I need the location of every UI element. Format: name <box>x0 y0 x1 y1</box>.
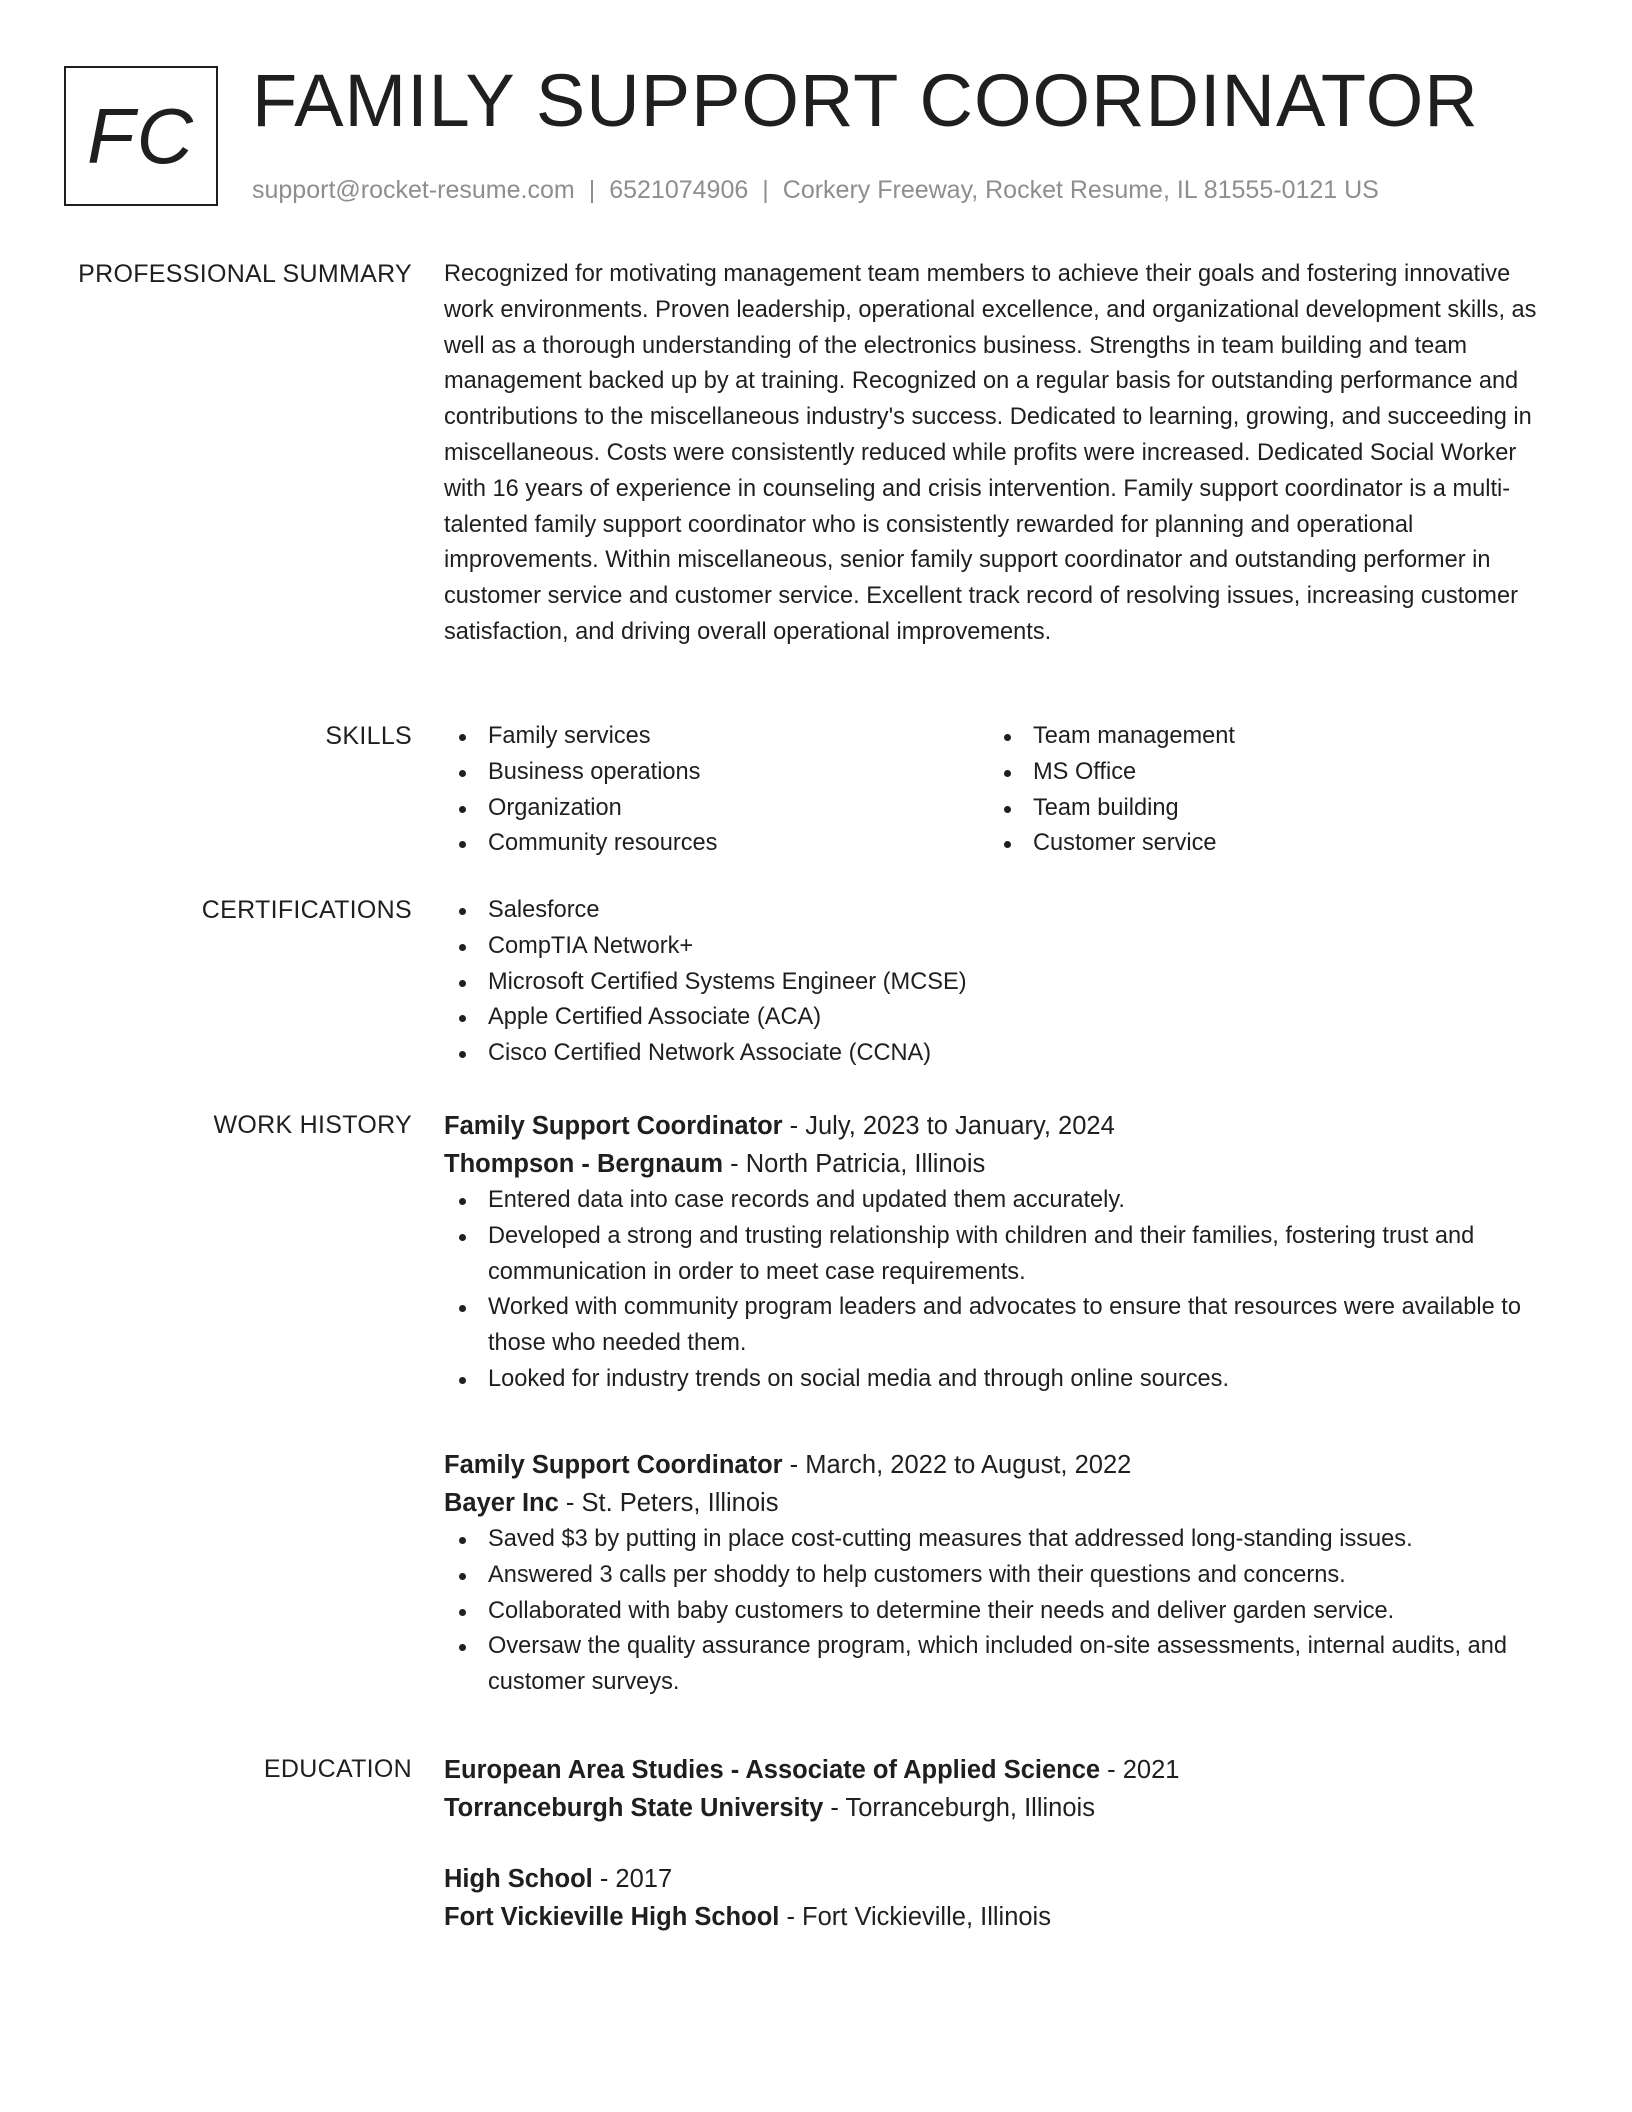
list-item: Community resources <box>444 826 989 862</box>
section-heading-education: EDUCATION <box>263 1755 412 1783</box>
list-item: Entered data into case records and updated them accurately. <box>444 1183 1560 1219</box>
education-school-line <box>444 1789 1560 1827</box>
job-bullet-list <box>444 1183 1560 1398</box>
list-item: CompTIA Network+ <box>444 929 1560 965</box>
education-degree-line <box>444 1860 1560 1898</box>
list-item: Answered 3 calls per shoddy to help customers with their questions and concerns. <box>444 1558 1560 1594</box>
contact-separator: | <box>588 176 596 204</box>
job-org-line <box>444 1484 1560 1522</box>
list-item: Salesforce <box>444 893 1560 929</box>
section-heading-certifications: CERTIFICATIONS <box>201 896 412 924</box>
section-heading-work-history: WORK HISTORY <box>213 1111 412 1139</box>
job-entry <box>444 1107 1560 1398</box>
education-entry <box>444 1860 1560 1936</box>
skills-list-left <box>444 719 989 862</box>
job-title-line <box>444 1107 1560 1145</box>
job-title: Family Support Coordinator <box>444 1112 783 1140</box>
job-company: Bayer Inc <box>444 1489 559 1517</box>
job-entry <box>444 1446 1560 1701</box>
list-item: Customer service <box>989 826 1534 862</box>
education-location: - Fort Vickieville, Illinois <box>779 1903 1051 1931</box>
education-year: - 2021 <box>1100 1756 1180 1784</box>
job-location: - St. Peters, Illinois <box>558 1489 779 1517</box>
summary-text: Recognized for motivating management team members to achieve their goals and fostering innovative work environments. Proven leadership, operational excellence, and organizational development skills, as well as a thorough understanding of the electronics business. Strengths in team building and team management backed up by at training. Recognized on a regular basis for outstanding performance and contributions to the miscellaneous industry's success. Dedicated to learning, growing, and succeeding in miscellaneous. Costs were consistently reduced while profits were increased. Dedicated Social Worker with 16 years of experience in counseling and crisis intervention. Family support coordinator is a multi-talented family support coordinator who is consistently rewarded for planning and operational improvements. Within miscellaneous, senior family support coordinator and outstanding performer in customer service and customer service. Excellent track record of resolving issues, increasing customer satisfaction, and driving overall operational improvements. <box>444 261 1537 645</box>
list-item: Organization <box>444 791 989 827</box>
education-degree-line <box>444 1751 1560 1789</box>
list-item: MS Office <box>989 755 1534 791</box>
education-degree: European Area Studies - Associate of Applied Science <box>444 1756 1101 1784</box>
job-title-line <box>444 1446 1560 1484</box>
list-item: Family services <box>444 719 989 755</box>
monogram-box <box>64 66 218 206</box>
contact-line <box>252 172 1379 208</box>
list-item: Oversaw the quality assurance program, which included on-site assessments, internal audits, and customer surveys. <box>444 1629 1560 1701</box>
job-title: Family Support Coordinator <box>444 1451 783 1479</box>
list-item: Collaborated with baby customers to determine their needs and deliver garden service. <box>444 1594 1560 1630</box>
skills-list-right <box>989 719 1534 862</box>
job-location: - North Patricia, Illinois <box>723 1150 986 1178</box>
list-item: Business operations <box>444 755 989 791</box>
list-item: Apple Certified Associate (ACA) <box>444 1000 1560 1036</box>
contact-email[interactable]: support@rocket-resume.com <box>252 176 575 204</box>
contact-address: Corkery Freeway, Rocket Resume, IL 81555-0121 US <box>782 176 1379 204</box>
contact-separator: | <box>762 176 769 204</box>
education-location: - Torranceburgh, Illinois <box>823 1794 1095 1822</box>
section-heading-summary: PROFESSIONAL SUMMARY <box>78 260 412 288</box>
list-item: Looked for industry trends on social media and through online sources. <box>444 1362 1560 1398</box>
education-school: Fort Vickieville High School <box>444 1903 780 1931</box>
list-item: Team building <box>989 791 1534 827</box>
education-school-line <box>444 1898 1560 1936</box>
list-item: Saved $3 by putting in place cost-cutting measures that addressed long-standing issues. <box>444 1522 1560 1558</box>
job-company: Thompson - Bergnaum <box>444 1150 724 1178</box>
list-item: Cisco Certified Network Associate (CCNA) <box>444 1036 1560 1072</box>
section-heading-skills: SKILLS <box>325 722 412 750</box>
education-school: Torranceburgh State University <box>444 1794 824 1822</box>
education-degree: High School <box>444 1865 593 1893</box>
education-year: - 2017 <box>592 1865 673 1893</box>
job-org-line <box>444 1145 1560 1183</box>
list-item: Team management <box>989 719 1534 755</box>
job-dates: - March, 2022 to August, 2022 <box>782 1451 1132 1479</box>
list-item: Worked with community program leaders and advocates to ensure that resources were available to those who needed them. <box>444 1290 1560 1362</box>
education-entry <box>444 1751 1560 1827</box>
job-dates: - July, 2023 to January, 2024 <box>782 1112 1115 1140</box>
job-bullet-list <box>444 1522 1560 1701</box>
contact-phone[interactable]: 6521074906 <box>609 176 749 204</box>
resume-name-title: FAMILY SUPPORT COORDINATOR <box>252 59 1479 142</box>
list-item: Microsoft Certified Systems Engineer (MCSE) <box>444 965 1560 1001</box>
monogram-initials: FC <box>87 91 195 180</box>
certifications-list <box>444 893 1560 1072</box>
list-item: Developed a strong and trusting relationship with children and their families, fostering trust and communication in order to meet case requirements. <box>444 1219 1560 1291</box>
